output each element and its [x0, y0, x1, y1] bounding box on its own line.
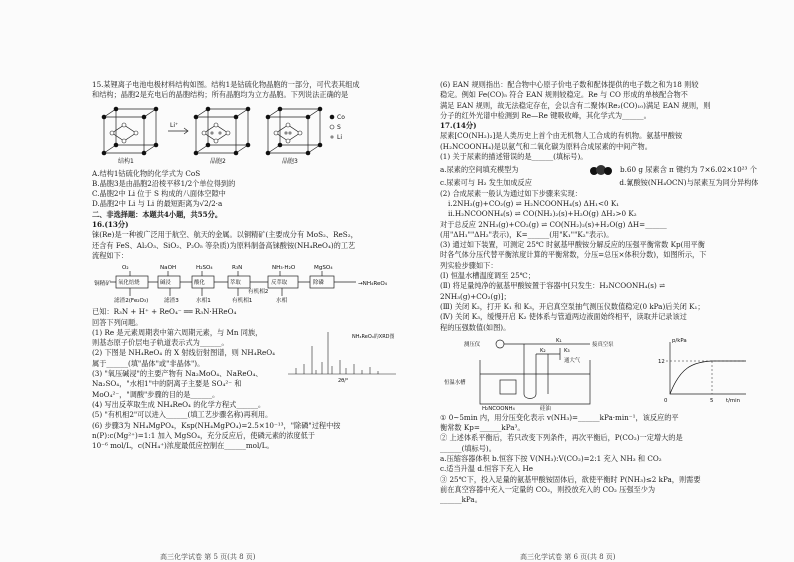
legend-li: Li [337, 133, 343, 141]
graph-label: 5 [710, 397, 714, 404]
q16-line: 还含有 FeS、Al₂O₃、SiO₂、P₂O₅ 等杂质)为原料制备高铼酸铵(NH₄ReO₄)的工艺 [92, 240, 356, 250]
apparatus-label: H₂NCOONH₄ [482, 405, 515, 412]
right-column [440, 80, 758, 506]
crystal-label: 结构1 [118, 157, 134, 165]
spectrum-caption: NH₄ReO₄的XRD图 [352, 333, 395, 340]
q16-6-line: 满足 EAN 规则，故无法稳定存在，会以含有二聚体(Re₂(CO)₁₀)满足 EAN 规则，则 [440, 100, 711, 110]
flow-waste: 水相1 [196, 298, 211, 305]
q17-3-line: 时各气体分压代替平衡浓度计算的平衡常数，分压=总压×体积分数)，如图所示，下 [440, 250, 707, 260]
q17-line: (H₂NCOONH₄)是以氨气和二氧化碳为原料合成尿素的中间产物。 [440, 141, 652, 151]
graph-label: 12 [658, 358, 665, 365]
q15-option-a: A.结构1钴硫化物的化学式为 CoS [92, 168, 201, 178]
left-column [92, 80, 402, 451]
q17-2-line: (用"ΔH₁""ΔH₂"表示)，K=______(用"K₁""K₂"表示)。 [440, 229, 614, 239]
urea-option-b: b.60 g 尿素含 π 键约为 7×6.02×10²³ 个 [620, 165, 757, 175]
q17-3-line: 2NH₃(g)+CO₂(g)]； [440, 291, 511, 301]
q16-line: 铼(Re)是一种被广泛用于航空、航天的金属。以铜精矿(主要成分有 MoS₂、ReS₂， [92, 230, 358, 240]
urea-option-a: a.尿素的空间填充模型为 [440, 165, 519, 175]
process-flowchart [92, 262, 402, 306]
flow-step: 酸化 [194, 280, 205, 287]
q16-6-line: 分子的红外光谱中检测到 Re—Re 键吸收峰，其化学式为______。 [440, 110, 651, 120]
q17-3-line: (Ⅲ) 关闭 K₂，打开 K₁ 和 K₃，开启真空泵抽气测压仪数值稳定(0 kPa)后关闭 K₁； [440, 301, 705, 311]
q16-item: 则基态原子价层电子轨道表示式为______。 [92, 338, 229, 348]
flow-reagent: H₂SO₄ [196, 265, 213, 272]
q16-item: MoO₄²⁻，"调酸"步骤的目的是______。 [92, 389, 220, 399]
urea-option-d: d.氰酸铵(NH₄OCN)与尿素互为同分异构体 [619, 178, 758, 188]
flow-step: 碱浸 [160, 280, 171, 287]
q16-line: 流程如下： [92, 250, 128, 260]
apparatus-label: 接真空泵 [592, 341, 614, 348]
urea-options-row2 [440, 178, 758, 188]
q16-known: 已知：R₃N + H⁺ + ReO₄⁻ ══ R₃N·HReO₄ [92, 307, 237, 317]
apparatus-label: K₂ [540, 347, 546, 354]
q17-tail: ______(填标号)。 [440, 443, 496, 453]
graph-label: p/kPa [672, 337, 687, 344]
q17-tail: ① 0~5min 内，用分压变化表示 v(NH₃)=______kPa·min⁻¹，该反应的平 [440, 412, 679, 422]
q17-tail: a.压缩容器体积 b.恒容下按 V(NH₃):V(CO₂)=2:1 充入 NH₃ 和 CO₂ [440, 454, 662, 464]
apparatus-label: 硅油 [540, 405, 551, 412]
q16-item: n(P):c(Mg²⁺)=1:1 加入 MgSO₄，充分反应后，使磷元素的浓度低于 [92, 430, 315, 440]
q17-2-line: 对于总反应 2NH₃(g)+CO₂(g) ⇌ CO(NH₂)₂(s)+H₂O(g) ΔH=______ [440, 219, 667, 229]
legend-co: Co [337, 113, 345, 121]
legend-s: S [337, 123, 341, 131]
page-footer-right: 高三化学试卷 第 6 页(共 8 页) [520, 553, 616, 561]
graph-label: 0 [664, 397, 668, 404]
q17-tail: ② 上述体系平衡后，若只改变下列条件，再次平衡后，P(CO₂)一定增大的是 [440, 433, 683, 443]
q16-item: 10⁻⁶ mol/L，c(NH₄⁺)浓度最低应控制在______mol/L。 [92, 441, 274, 451]
q17-line: 尿素[CO(NH₂)₂]是人类历史上首个由无机物人工合成的有机物。氨基甲酸铵 [440, 131, 683, 141]
crystal-structures [92, 103, 402, 167]
flow-reagent: MgSO₄ [314, 265, 333, 272]
crystal-figure [92, 103, 402, 167]
apparatus-label: 恒温水槽 [444, 379, 466, 386]
q16-item: (6) 步骤3为 NH₄MgPO₄，Ksp(NH₄MgPO₄)=2.5×10⁻¹³，"除磷"过程中按 [92, 420, 341, 430]
q16-6-line: (6) EAN 规则指出：配合物中心原子价电子数和配体提供的电子数之和为18 则较 [440, 80, 699, 89]
apparatus-label: K₃ [564, 347, 570, 354]
crystal-label: 晶胞2 [210, 157, 226, 165]
graph-label: t/min [726, 397, 741, 404]
apparatus-label: 通大气 [564, 357, 581, 364]
li-label: Li⁺ [170, 121, 179, 129]
q17-3-line: (Ⅱ) 将足量纯净的氨基甲酸铵置于容器中[只发生：H₂NCOONH₄(s) ⇌ [440, 281, 666, 291]
q17-3-line: (3) 通过如下装置，可测定 25℃ 时氨基甲酸铵分解反应的压强平衡常数 Kp(用平衡 [440, 240, 705, 250]
q17-tail: ③ 25℃下，投入足量的氨基甲酸铵固体后，欲使平衡时 P(NH₃)≤2 kPa，则需要 [440, 474, 701, 484]
flow-step: 反萃取 [271, 280, 288, 287]
flow-reagent: R₃N [232, 265, 243, 272]
q15-option-d: D.晶胞2中 Li 与 Li 的最短距离为√2/2·a [92, 199, 223, 209]
q17-tail: 衡常数 Kp=______kPa³。 [440, 423, 525, 433]
flow-start: 铜精矿 [94, 281, 111, 288]
q17-heading: 17.(14分) [440, 121, 477, 131]
q17-line: (1) 关于尿素的描述错误的是______(填标号)。 [440, 152, 588, 162]
apparatus-figure [440, 334, 758, 412]
flow-step: 氧化焙烧 [118, 280, 140, 287]
q16-item: Na₂SO₄，"水相1"中的阴离子主要是 SO₄²⁻ 和 [92, 379, 242, 389]
flow-reagent: O₂ [122, 265, 129, 272]
q16-item: (5) "有机相2"可以进入______(填工艺步骤名称)再利用。 [92, 410, 273, 420]
flow-waste: 滤渣3 [164, 298, 179, 305]
apparatus-label: K₁ [556, 337, 562, 344]
q16-heading: 16.(13分) [92, 220, 129, 230]
q16-item: (1) Re 是元素周期表中第六周期元素，与 Mn 同族， [92, 327, 263, 337]
q16-item: (4) 写出反萃取生成 NH₄ReO₄ 的化学方程式______。 [92, 399, 266, 409]
q17-2-line: ⅰ.2NH₃(g)+CO₂(g) ⇌ H₂NCOONH₄(s) ΔH₁<0 K₁ [448, 198, 620, 208]
q17-3-line: (Ⅳ) 关闭 K₃，缓慢开启 K₂ 使体系与管道两边液面始终相平，读取并记录该过 [440, 312, 687, 322]
q16-item: (3) "氧压碱浸"的主要产物有 Na₂MoO₄、NaReO₄、 [92, 369, 263, 379]
q16-items [92, 328, 402, 452]
page-footer-left: 高三化学试卷 第 5 页(共 8 页) [160, 553, 256, 561]
flow-sub: 有机相2 [248, 289, 269, 296]
q17-3-line: 列实验步骤如下： [440, 260, 498, 270]
urea-options-row1 [440, 162, 758, 178]
urea-option-c: c.尿素可与 H₂ 发生加成反应 [440, 178, 532, 188]
xrd-spectrum [282, 324, 402, 386]
q17-tail: 前在真空容器中充入一定量的 CO₂，则投放充入的 CO₂ 压强至少为 [440, 484, 656, 494]
q15-option-b: B.晶胞3是由晶胞2沿棱平移1/2个单位得到的 [92, 178, 236, 188]
apparatus-label: 测压仪 [464, 341, 481, 348]
flowchart-figure [92, 262, 402, 306]
flow-reagent: NH₃·H₂O [272, 265, 296, 272]
apparatus-svg [440, 334, 758, 412]
q16-6-line: 稳定。例如 Fe(CO)₅ 符合 EAN 规则较稳定。Re 与 CO 形成的单核配合物不 [440, 90, 688, 100]
flow-step: 萃取 [230, 280, 241, 287]
q17-2-line: (2) 合成尿素一般认为通过如下步骤来实现： [440, 188, 582, 198]
q17-tail: ______kPa。 [440, 495, 482, 505]
q17-3-line: 程的压强数值(如图)。 [440, 322, 511, 332]
flow-reagent: NaOH [160, 265, 177, 272]
q17-3-line: (Ⅰ) 恒温水槽温度调至 25℃； [440, 271, 535, 281]
flow-end: →NH₄ReO₄ [358, 281, 388, 288]
flow-waste: 水相 [276, 298, 288, 305]
q15-line: 和结构；晶胞2是充电后的晶胞结构；所有晶胞均为立方晶胞。下列说法正确的是 [92, 90, 349, 100]
section-heading: 二、非选择题：本题共4小题，共55分。 [92, 209, 223, 219]
q16-item: 属于______(填"晶体"或"非晶体")。 [92, 358, 205, 368]
crystal-label: 晶胞3 [282, 157, 298, 165]
q16-ask: 回答下列问题。 [92, 317, 143, 327]
q15-line: 15.某锂离子电池电极材料结构如图。结构1是钴硫化物晶胞的一部分，可代表其组成 [92, 80, 360, 89]
flow-waste: 滤渣2(Fe₂O₃) [114, 298, 149, 305]
q17-tail: c.适当升温 d.恒容下充入 He [440, 464, 533, 474]
q15-option-c: C.晶胞2中 Li 位于 S 构成的八面体空隙中 [92, 189, 226, 199]
q16-item: (2) 下图是 NH₄ReO₄ 的 X 射线衍射图谱，则 NH₄ReO₄ [92, 348, 276, 358]
urea-model-icon [590, 165, 612, 175]
flow-waste: 有机相1 [232, 298, 253, 305]
spectrum-axis: 2θ/° [338, 377, 349, 384]
q17-2-line: ⅱ.H₂NCOONH₄(s) ⇌ CO(NH₂)₂(s)+H₂O(g) ΔH₂>0 K₂ [448, 209, 637, 219]
flow-step: 除磷 [313, 280, 324, 287]
